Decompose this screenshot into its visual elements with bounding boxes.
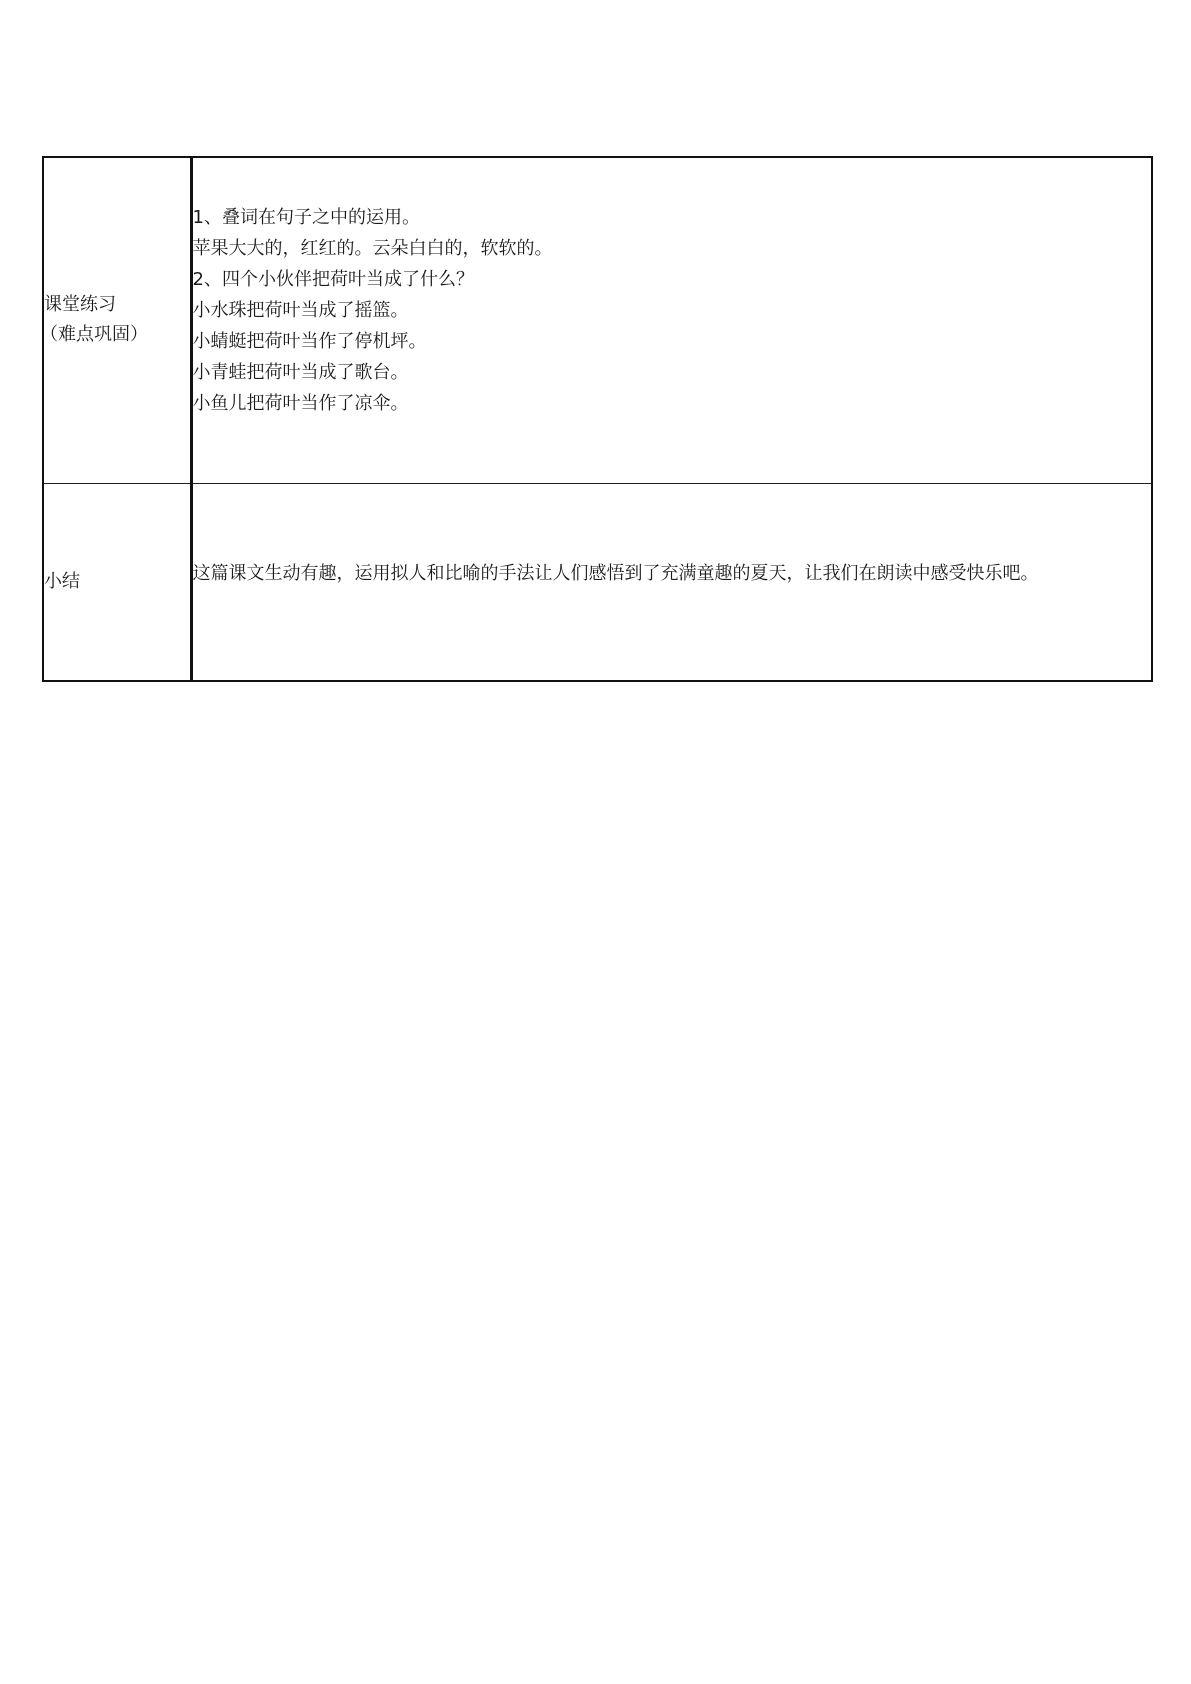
practice-label-cell [40, 157, 191, 483]
summary-label-cell [43, 483, 191, 681]
lesson-plan-table [42, 156, 1153, 682]
practice-line: 小水珠把荷叶当成了摇篮。 [192, 299, 409, 321]
practice-lines [193, 196, 1152, 445]
practice-line: 苹果大大的，红红的。云朵白白的，软软的。 [192, 237, 553, 259]
summary-content-cell [191, 483, 1152, 681]
practice-content-cell [191, 157, 1152, 483]
practice-line: 小鱼儿把荷叶当作了凉伞。 [192, 392, 409, 414]
practice-line: 2、四个小伙伴把荷叶当成了什么？ [192, 268, 474, 290]
practice-sublabel: （难点巩固） [40, 324, 148, 346]
practice-row [43, 157, 1152, 483]
practice-line: 1、叠词在句子之中的运用。 [192, 206, 420, 228]
summary-row [43, 483, 1152, 681]
practice-label: 课堂练习 [44, 294, 116, 316]
summary-label: 小结 [44, 570, 80, 592]
practice-line: 小青蛙把荷叶当成了歌台。 [192, 361, 409, 383]
practice-line: 小蜻蜓把荷叶当作了停机坪。 [192, 330, 427, 352]
summary-text: 这篇课文生动有趣，运用拟人和比喻的手法让人们感悟到了充满童趣的夏天，让我们在朗读中感受快乐吧。 [192, 563, 1039, 585]
